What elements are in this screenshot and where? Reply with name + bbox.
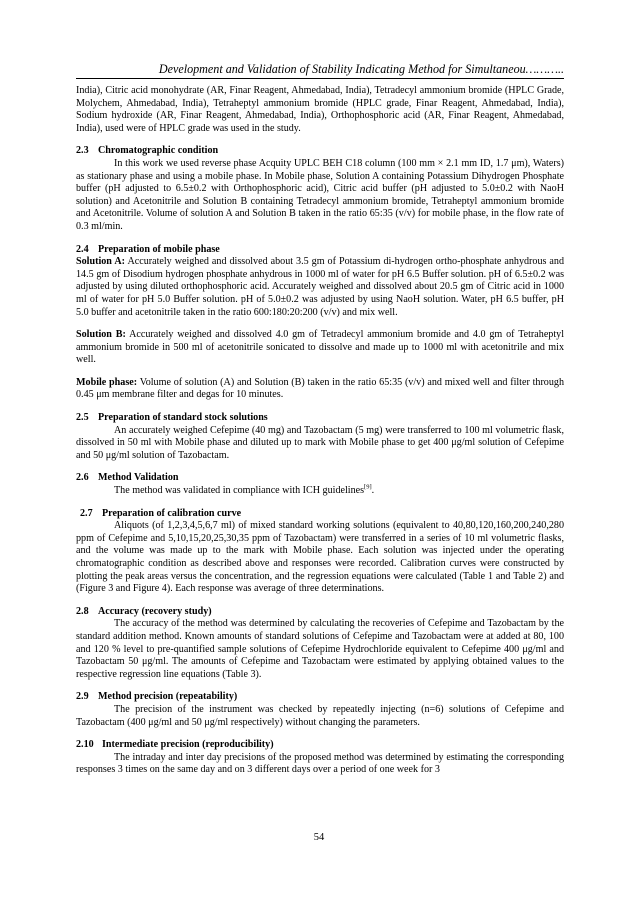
section-paragraph: Aliquots (of 1,2,3,4,5,6,7 ml) of mixed standard working solutions (equivalent to 40,80,120,160,200,240,280 ppm of Cefepime and 5,10,15,20,25,30,35 ppm of Tazobactam) were transferred in a series of 10 ml volumetric flasks, and the volume was made up to the mark with Mobile phase. Each solution was injected under the operating chromatographic condition as described above and responses were recorded. Calibration curves were constructed by plotting the peak areas versus the concentration, and the regression equations were calculated (Table 1 and Table 2) and (Figure 3 and Figure 4). Each response was average of three determinations.: [76, 520, 564, 595]
section-heading: [76, 472, 564, 485]
section-heading: [76, 606, 564, 619]
section-paragraph: [76, 485, 564, 498]
mobile-phase-text: Volume of solution (A) and Solution (B) taken in the ratio 65:35 (v/v) and mixed well and filter through 0.45 μm membrane filter and degas for 10 minutes.: [76, 376, 564, 401]
section-heading: [76, 508, 564, 521]
page-number: 54: [313, 832, 325, 843]
section-2-7: [76, 508, 564, 596]
solution-b-paragraph: [76, 329, 564, 367]
section-number: 2.10: [76, 739, 94, 751]
solution-b-text: Accurately weighed and dissolved 4.0 gm of Tetradecyl ammonium bromide and 4.0 gm of Tetraheptyl ammonium bromide in 500 ml of acetonitrile sonicated to dissolve and made up to 1000 ml with acetonitrile and mix well.: [76, 329, 565, 366]
header-rule: [76, 78, 564, 79]
section-heading: [76, 145, 564, 158]
section-text: The method was validated in compliance with ICH guidelines: [114, 485, 365, 497]
section-number: 2.6: [76, 472, 89, 484]
sentence-end: .: [371, 485, 375, 497]
section-2-3: [76, 145, 564, 233]
section-title: Method precision (repeatability): [98, 691, 238, 703]
section-title: Chromatographic condition: [98, 145, 219, 157]
section-paragraph: The precision of the instrument was checked by repeatedly injecting (n=6) solutions of Cefepime and Tazobactam (400 μg/ml and 50 μg/ml respectively) without changing the parameters.: [76, 703, 564, 728]
section-2-6: [76, 472, 564, 497]
section-paragraph: In this work we used reverse phase Acquity UPLC BEH C18 column (100 mm × 2.1 mm ID, 1.7 μm), Waters) as stationary phase and using a mobile phase. In Mobile phase, Solution A containing Potassium Dihydrogen Phosphate buffer (pH adjusted to 6.5±0.2 with Orthophosphoric acid), Citric acid buffer (pH adjusted to 5.0±0.2 with NaoH solution) and Acetonitrile and Solution B containing Tetradecyl ammonium bromide, Tetraheptyl ammonium bromide and Acetonitrile. Volume of solution A and Solution B taken in the ratio 65:35 (v/v) for mobile phase, in the flow rate of 0.3 ml/min.: [76, 157, 564, 232]
section-title: Accuracy (recovery study): [98, 605, 212, 617]
section-number: 2.4: [76, 243, 89, 255]
section-heading: [76, 691, 564, 704]
intro-paragraph: India), Citric acid monohydrate (AR, Finar Reagent, Ahmedabad, India), Tetradecyl ammonium bromide (HPLC Grade, Molychem, Ahmedabad, India), Tetraheptyl ammonium bromide (HPLC grade, Finar Reagent, Ahmedabad, India), Sodium hydroxide (AR, Finar Reagent, Ahmedabad, India), Orthophosphoric acid (AR, Finar Reagent, Ahmedabad, India), used were of HPLC grade was used in the study.: [76, 85, 564, 134]
section-2-8: [76, 606, 564, 682]
section-paragraph: The accuracy of the method was determined by calculating the recoveries of Cefepime and Tazobactam by the standard addition method. Known amounts of standard solutions of Cefepime and Tazobactam were at added at 80, 100 and 120 % level to pre-quantified sample solutions of Cefepime Hydrochloride equivalent to Cefepime 400 μg/ml and Tazobactam 50 μg/ml. The amounts of Cefepime and Tazobactam were estimated by applying obtained values to the respective regression line equations (Table 3).: [76, 618, 564, 680]
section-number: 2.3: [76, 145, 89, 157]
mobile-phase-label: Mobile phase:: [76, 376, 138, 388]
section-number: 2.9: [76, 691, 89, 703]
section-number: 2.5: [76, 412, 89, 424]
section-2-10: [76, 739, 564, 777]
section-heading: [76, 244, 564, 257]
section-2-9: [76, 691, 564, 729]
section-title: Preparation of standard stock solutions: [98, 412, 268, 424]
section-heading: [76, 739, 564, 752]
section-title: Method Validation: [98, 472, 179, 484]
section-title: Preparation of calibration curve: [102, 507, 242, 519]
solution-b-label: Solution B:: [76, 329, 126, 341]
section-number: 2.8: [76, 605, 89, 617]
section-paragraph: An accurately weighed Cefepime (40 mg) and Tazobactam (5 mg) were transferred to 100 ml volumetric flask, dissolved in 50 ml with Mobile phase and diluted up to mark with Mobile phase to get 400 μg/ml solution of Cefepime and 50 μg/ml solution of Tazobactam.: [76, 424, 564, 461]
page-body: [76, 85, 564, 777]
section-2-5: [76, 412, 564, 462]
solution-a-text: Accurately weighed and dissolved about 3.5 gm of Potassium di-hydrogen ortho-phosphate anhydrous and 14.5 gm of Disodium hydrogen phosphate anhydrous in 1000 ml of water for pH 6.5 Buffer solution. pH of 6.5±0.2 was adjusted by using diluted orthophosphoric acid. Accurately weighed and dissolved about 20.5 gm of Citric acid in 1000 ml of water for pH 5.0 Buffer solution. pH of 5.0±0.2 was adjusted by using NaoH solution. Water, pH 6.5 buffer, pH 5.0 buffer and acetonitrile taken in the ratio 600:180:20:200 (v/v) and mix well.: [76, 256, 564, 318]
solution-a-paragraph: [76, 256, 564, 319]
solution-a-label: Solution A:: [76, 256, 125, 268]
section-title: Preparation of mobile phase: [98, 243, 220, 255]
section-2-4: [76, 244, 564, 403]
section-heading: [76, 412, 564, 425]
citation-ref: [9]: [364, 483, 372, 491]
running-header: Development and Validation of Stability Indicating Method for Simultaneou………..: [158, 62, 564, 76]
section-title: Intermediate precision (reproducibility): [102, 739, 274, 751]
section-number: 2.7: [80, 507, 93, 519]
mobile-phase-paragraph: [76, 377, 564, 402]
section-paragraph: The intraday and inter day precisions of the proposed method was determined by estimating the corresponding responses 3 times on the same day and on 3 different days over a period of one week for 3: [76, 751, 564, 776]
